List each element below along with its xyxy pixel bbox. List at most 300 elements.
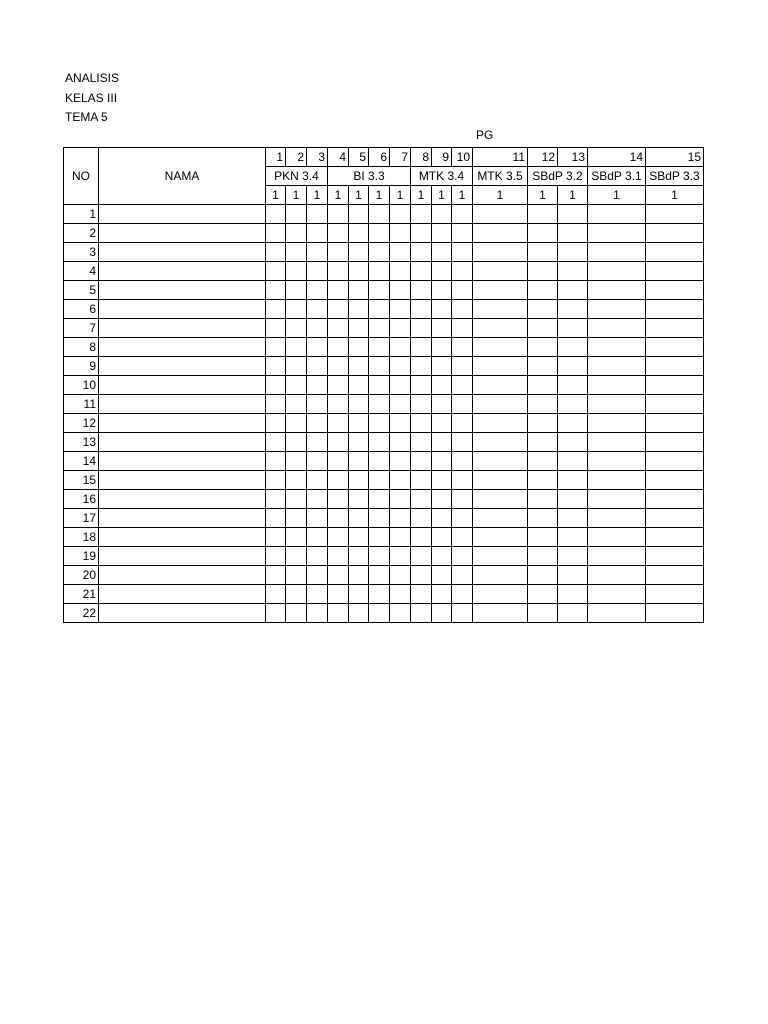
- answer-cell[interactable]: [349, 414, 369, 433]
- answer-cell[interactable]: [432, 376, 452, 395]
- answer-cell[interactable]: [528, 585, 558, 604]
- answer-cell[interactable]: [390, 224, 411, 243]
- answer-cell[interactable]: [646, 490, 704, 509]
- answer-cell[interactable]: [349, 433, 369, 452]
- answer-cell[interactable]: [528, 604, 558, 623]
- answer-cell[interactable]: [588, 300, 646, 319]
- answer-cell[interactable]: [432, 319, 452, 338]
- answer-cell[interactable]: [307, 604, 328, 623]
- answer-cell[interactable]: [307, 547, 328, 566]
- answer-cell[interactable]: [328, 262, 349, 281]
- answer-cell[interactable]: [349, 566, 369, 585]
- answer-cell[interactable]: [432, 357, 452, 376]
- answer-cell[interactable]: [473, 509, 528, 528]
- answer-cell[interactable]: [349, 338, 369, 357]
- answer-cell[interactable]: [369, 243, 390, 262]
- answer-cell[interactable]: [473, 566, 528, 585]
- student-name-cell[interactable]: [99, 224, 266, 243]
- answer-cell[interactable]: [411, 262, 432, 281]
- answer-cell[interactable]: [473, 357, 528, 376]
- answer-cell[interactable]: [266, 243, 286, 262]
- answer-cell[interactable]: [286, 319, 307, 338]
- answer-cell[interactable]: [588, 281, 646, 300]
- answer-cell[interactable]: [390, 547, 411, 566]
- answer-cell[interactable]: [369, 433, 390, 452]
- answer-cell[interactable]: [558, 319, 588, 338]
- answer-cell[interactable]: [390, 395, 411, 414]
- answer-cell[interactable]: [390, 319, 411, 338]
- answer-cell[interactable]: [307, 585, 328, 604]
- answer-cell[interactable]: [452, 338, 473, 357]
- answer-cell[interactable]: [473, 414, 528, 433]
- answer-cell[interactable]: [558, 509, 588, 528]
- answer-cell[interactable]: [369, 395, 390, 414]
- student-name-cell[interactable]: [99, 490, 266, 509]
- answer-cell[interactable]: [432, 566, 452, 585]
- answer-cell[interactable]: [646, 205, 704, 224]
- answer-cell[interactable]: [328, 224, 349, 243]
- answer-cell[interactable]: [473, 395, 528, 414]
- answer-cell[interactable]: [432, 433, 452, 452]
- answer-cell[interactable]: [473, 205, 528, 224]
- answer-cell[interactable]: [411, 414, 432, 433]
- answer-cell[interactable]: [369, 547, 390, 566]
- student-name-cell[interactable]: [99, 433, 266, 452]
- answer-cell[interactable]: [432, 509, 452, 528]
- answer-cell[interactable]: [473, 262, 528, 281]
- answer-cell[interactable]: [307, 395, 328, 414]
- answer-cell[interactable]: [369, 414, 390, 433]
- answer-cell[interactable]: [328, 566, 349, 585]
- answer-cell[interactable]: [390, 281, 411, 300]
- student-name-cell[interactable]: [99, 243, 266, 262]
- answer-cell[interactable]: [266, 490, 286, 509]
- answer-cell[interactable]: [266, 262, 286, 281]
- answer-cell[interactable]: [328, 433, 349, 452]
- answer-cell[interactable]: [588, 205, 646, 224]
- answer-cell[interactable]: [452, 547, 473, 566]
- answer-cell[interactable]: [558, 490, 588, 509]
- answer-cell[interactable]: [266, 414, 286, 433]
- answer-cell[interactable]: [328, 243, 349, 262]
- answer-cell[interactable]: [646, 262, 704, 281]
- answer-cell[interactable]: [432, 414, 452, 433]
- answer-cell[interactable]: [646, 604, 704, 623]
- answer-cell[interactable]: [286, 528, 307, 547]
- answer-cell[interactable]: [452, 224, 473, 243]
- answer-cell[interactable]: [473, 433, 528, 452]
- answer-cell[interactable]: [528, 338, 558, 357]
- answer-cell[interactable]: [369, 357, 390, 376]
- answer-cell[interactable]: [558, 205, 588, 224]
- answer-cell[interactable]: [432, 205, 452, 224]
- answer-cell[interactable]: [558, 433, 588, 452]
- answer-cell[interactable]: [390, 490, 411, 509]
- answer-cell[interactable]: [452, 528, 473, 547]
- answer-cell[interactable]: [452, 509, 473, 528]
- answer-cell[interactable]: [307, 338, 328, 357]
- answer-cell[interactable]: [266, 509, 286, 528]
- answer-cell[interactable]: [646, 471, 704, 490]
- answer-cell[interactable]: [588, 357, 646, 376]
- answer-cell[interactable]: [266, 205, 286, 224]
- answer-cell[interactable]: [528, 224, 558, 243]
- answer-cell[interactable]: [286, 300, 307, 319]
- answer-cell[interactable]: [432, 262, 452, 281]
- answer-cell[interactable]: [411, 300, 432, 319]
- answer-cell[interactable]: [266, 528, 286, 547]
- answer-cell[interactable]: [473, 224, 528, 243]
- answer-cell[interactable]: [369, 509, 390, 528]
- answer-cell[interactable]: [646, 300, 704, 319]
- answer-cell[interactable]: [528, 490, 558, 509]
- answer-cell[interactable]: [588, 262, 646, 281]
- answer-cell[interactable]: [286, 357, 307, 376]
- answer-cell[interactable]: [307, 262, 328, 281]
- answer-cell[interactable]: [328, 509, 349, 528]
- answer-cell[interactable]: [558, 528, 588, 547]
- answer-cell[interactable]: [528, 566, 558, 585]
- answer-cell[interactable]: [528, 376, 558, 395]
- answer-cell[interactable]: [349, 376, 369, 395]
- answer-cell[interactable]: [349, 205, 369, 224]
- answer-cell[interactable]: [266, 566, 286, 585]
- answer-cell[interactable]: [328, 547, 349, 566]
- answer-cell[interactable]: [411, 395, 432, 414]
- answer-cell[interactable]: [349, 224, 369, 243]
- answer-cell[interactable]: [528, 319, 558, 338]
- student-name-cell[interactable]: [99, 452, 266, 471]
- answer-cell[interactable]: [349, 604, 369, 623]
- answer-cell[interactable]: [266, 338, 286, 357]
- answer-cell[interactable]: [328, 395, 349, 414]
- answer-cell[interactable]: [452, 433, 473, 452]
- answer-cell[interactable]: [411, 585, 432, 604]
- answer-cell[interactable]: [411, 452, 432, 471]
- answer-cell[interactable]: [349, 585, 369, 604]
- answer-cell[interactable]: [411, 319, 432, 338]
- answer-cell[interactable]: [588, 376, 646, 395]
- answer-cell[interactable]: [558, 300, 588, 319]
- answer-cell[interactable]: [369, 528, 390, 547]
- answer-cell[interactable]: [558, 224, 588, 243]
- answer-cell[interactable]: [646, 357, 704, 376]
- answer-cell[interactable]: [369, 338, 390, 357]
- student-name-cell[interactable]: [99, 395, 266, 414]
- answer-cell[interactable]: [328, 376, 349, 395]
- answer-cell[interactable]: [411, 528, 432, 547]
- answer-cell[interactable]: [473, 243, 528, 262]
- student-name-cell[interactable]: [99, 376, 266, 395]
- answer-cell[interactable]: [349, 490, 369, 509]
- student-name-cell[interactable]: [99, 471, 266, 490]
- student-name-cell[interactable]: [99, 414, 266, 433]
- answer-cell[interactable]: [390, 452, 411, 471]
- answer-cell[interactable]: [411, 433, 432, 452]
- answer-cell[interactable]: [558, 604, 588, 623]
- answer-cell[interactable]: [588, 338, 646, 357]
- answer-cell[interactable]: [286, 395, 307, 414]
- answer-cell[interactable]: [588, 395, 646, 414]
- answer-cell[interactable]: [588, 490, 646, 509]
- answer-cell[interactable]: [528, 452, 558, 471]
- answer-cell[interactable]: [266, 300, 286, 319]
- answer-cell[interactable]: [558, 585, 588, 604]
- answer-cell[interactable]: [452, 490, 473, 509]
- answer-cell[interactable]: [266, 376, 286, 395]
- answer-cell[interactable]: [452, 452, 473, 471]
- answer-cell[interactable]: [390, 205, 411, 224]
- answer-cell[interactable]: [528, 528, 558, 547]
- answer-cell[interactable]: [452, 262, 473, 281]
- student-name-cell[interactable]: [99, 319, 266, 338]
- answer-cell[interactable]: [452, 300, 473, 319]
- answer-cell[interactable]: [328, 319, 349, 338]
- student-name-cell[interactable]: [99, 547, 266, 566]
- answer-cell[interactable]: [328, 414, 349, 433]
- answer-cell[interactable]: [411, 547, 432, 566]
- answer-cell[interactable]: [390, 262, 411, 281]
- answer-cell[interactable]: [452, 243, 473, 262]
- answer-cell[interactable]: [588, 566, 646, 585]
- answer-cell[interactable]: [286, 243, 307, 262]
- answer-cell[interactable]: [307, 376, 328, 395]
- answer-cell[interactable]: [411, 224, 432, 243]
- student-name-cell[interactable]: [99, 528, 266, 547]
- answer-cell[interactable]: [307, 205, 328, 224]
- answer-cell[interactable]: [349, 262, 369, 281]
- answer-cell[interactable]: [558, 281, 588, 300]
- answer-cell[interactable]: [349, 357, 369, 376]
- answer-cell[interactable]: [432, 604, 452, 623]
- answer-cell[interactable]: [286, 224, 307, 243]
- answer-cell[interactable]: [452, 376, 473, 395]
- answer-cell[interactable]: [307, 433, 328, 452]
- answer-cell[interactable]: [328, 528, 349, 547]
- answer-cell[interactable]: [432, 281, 452, 300]
- answer-cell[interactable]: [369, 205, 390, 224]
- answer-cell[interactable]: [528, 547, 558, 566]
- answer-cell[interactable]: [558, 376, 588, 395]
- answer-cell[interactable]: [369, 585, 390, 604]
- student-name-cell[interactable]: [99, 205, 266, 224]
- answer-cell[interactable]: [349, 452, 369, 471]
- answer-cell[interactable]: [558, 338, 588, 357]
- answer-cell[interactable]: [266, 395, 286, 414]
- answer-cell[interactable]: [588, 319, 646, 338]
- answer-cell[interactable]: [411, 490, 432, 509]
- answer-cell[interactable]: [432, 471, 452, 490]
- answer-cell[interactable]: [307, 319, 328, 338]
- answer-cell[interactable]: [558, 414, 588, 433]
- answer-cell[interactable]: [390, 566, 411, 585]
- answer-cell[interactable]: [390, 528, 411, 547]
- answer-cell[interactable]: [558, 566, 588, 585]
- answer-cell[interactable]: [528, 357, 558, 376]
- answer-cell[interactable]: [369, 376, 390, 395]
- answer-cell[interactable]: [411, 471, 432, 490]
- answer-cell[interactable]: [528, 205, 558, 224]
- answer-cell[interactable]: [411, 357, 432, 376]
- answer-cell[interactable]: [588, 224, 646, 243]
- answer-cell[interactable]: [558, 243, 588, 262]
- answer-cell[interactable]: [411, 243, 432, 262]
- answer-cell[interactable]: [588, 414, 646, 433]
- answer-cell[interactable]: [328, 300, 349, 319]
- answer-cell[interactable]: [266, 585, 286, 604]
- answer-cell[interactable]: [646, 395, 704, 414]
- answer-cell[interactable]: [528, 300, 558, 319]
- answer-cell[interactable]: [349, 528, 369, 547]
- answer-cell[interactable]: [473, 528, 528, 547]
- answer-cell[interactable]: [452, 395, 473, 414]
- answer-cell[interactable]: [390, 585, 411, 604]
- answer-cell[interactable]: [286, 414, 307, 433]
- answer-cell[interactable]: [307, 281, 328, 300]
- answer-cell[interactable]: [588, 471, 646, 490]
- answer-cell[interactable]: [369, 300, 390, 319]
- answer-cell[interactable]: [646, 509, 704, 528]
- answer-cell[interactable]: [328, 357, 349, 376]
- answer-cell[interactable]: [432, 243, 452, 262]
- student-name-cell[interactable]: [99, 262, 266, 281]
- answer-cell[interactable]: [390, 300, 411, 319]
- answer-cell[interactable]: [307, 452, 328, 471]
- answer-cell[interactable]: [369, 452, 390, 471]
- answer-cell[interactable]: [452, 604, 473, 623]
- answer-cell[interactable]: [307, 357, 328, 376]
- student-name-cell[interactable]: [99, 509, 266, 528]
- answer-cell[interactable]: [473, 604, 528, 623]
- answer-cell[interactable]: [266, 224, 286, 243]
- answer-cell[interactable]: [286, 509, 307, 528]
- answer-cell[interactable]: [369, 490, 390, 509]
- answer-cell[interactable]: [390, 243, 411, 262]
- answer-cell[interactable]: [646, 243, 704, 262]
- answer-cell[interactable]: [411, 604, 432, 623]
- answer-cell[interactable]: [432, 547, 452, 566]
- answer-cell[interactable]: [369, 604, 390, 623]
- answer-cell[interactable]: [369, 471, 390, 490]
- answer-cell[interactable]: [646, 224, 704, 243]
- answer-cell[interactable]: [307, 471, 328, 490]
- answer-cell[interactable]: [588, 547, 646, 566]
- answer-cell[interactable]: [286, 338, 307, 357]
- answer-cell[interactable]: [286, 452, 307, 471]
- student-name-cell[interactable]: [99, 604, 266, 623]
- answer-cell[interactable]: [307, 490, 328, 509]
- answer-cell[interactable]: [452, 281, 473, 300]
- answer-cell[interactable]: [286, 547, 307, 566]
- answer-cell[interactable]: [307, 509, 328, 528]
- answer-cell[interactable]: [286, 604, 307, 623]
- answer-cell[interactable]: [307, 414, 328, 433]
- answer-cell[interactable]: [286, 376, 307, 395]
- answer-cell[interactable]: [646, 566, 704, 585]
- answer-cell[interactable]: [390, 357, 411, 376]
- answer-cell[interactable]: [307, 243, 328, 262]
- answer-cell[interactable]: [390, 509, 411, 528]
- student-name-cell[interactable]: [99, 281, 266, 300]
- answer-cell[interactable]: [369, 281, 390, 300]
- answer-cell[interactable]: [473, 452, 528, 471]
- answer-cell[interactable]: [390, 376, 411, 395]
- answer-cell[interactable]: [432, 224, 452, 243]
- answer-cell[interactable]: [528, 433, 558, 452]
- answer-cell[interactable]: [307, 566, 328, 585]
- answer-cell[interactable]: [528, 395, 558, 414]
- answer-cell[interactable]: [349, 509, 369, 528]
- answer-cell[interactable]: [646, 338, 704, 357]
- answer-cell[interactable]: [286, 262, 307, 281]
- answer-cell[interactable]: [266, 604, 286, 623]
- answer-cell[interactable]: [328, 281, 349, 300]
- answer-cell[interactable]: [411, 205, 432, 224]
- answer-cell[interactable]: [588, 604, 646, 623]
- answer-cell[interactable]: [349, 243, 369, 262]
- answer-cell[interactable]: [286, 471, 307, 490]
- answer-cell[interactable]: [349, 471, 369, 490]
- answer-cell[interactable]: [328, 205, 349, 224]
- answer-cell[interactable]: [558, 262, 588, 281]
- answer-cell[interactable]: [588, 243, 646, 262]
- answer-cell[interactable]: [369, 224, 390, 243]
- answer-cell[interactable]: [588, 452, 646, 471]
- answer-cell[interactable]: [286, 566, 307, 585]
- answer-cell[interactable]: [588, 509, 646, 528]
- answer-cell[interactable]: [528, 509, 558, 528]
- answer-cell[interactable]: [646, 433, 704, 452]
- answer-cell[interactable]: [411, 509, 432, 528]
- answer-cell[interactable]: [328, 471, 349, 490]
- answer-cell[interactable]: [390, 471, 411, 490]
- answer-cell[interactable]: [390, 433, 411, 452]
- answer-cell[interactable]: [528, 243, 558, 262]
- answer-cell[interactable]: [558, 471, 588, 490]
- answer-cell[interactable]: [646, 319, 704, 338]
- answer-cell[interactable]: [452, 414, 473, 433]
- answer-cell[interactable]: [452, 319, 473, 338]
- answer-cell[interactable]: [432, 528, 452, 547]
- answer-cell[interactable]: [452, 205, 473, 224]
- answer-cell[interactable]: [328, 338, 349, 357]
- answer-cell[interactable]: [558, 547, 588, 566]
- answer-cell[interactable]: [528, 262, 558, 281]
- answer-cell[interactable]: [528, 281, 558, 300]
- student-name-cell[interactable]: [99, 357, 266, 376]
- answer-cell[interactable]: [432, 452, 452, 471]
- answer-cell[interactable]: [646, 452, 704, 471]
- answer-cell[interactable]: [646, 281, 704, 300]
- answer-cell[interactable]: [286, 433, 307, 452]
- answer-cell[interactable]: [432, 338, 452, 357]
- answer-cell[interactable]: [349, 395, 369, 414]
- student-name-cell[interactable]: [99, 566, 266, 585]
- answer-cell[interactable]: [432, 490, 452, 509]
- answer-cell[interactable]: [528, 414, 558, 433]
- student-name-cell[interactable]: [99, 338, 266, 357]
- answer-cell[interactable]: [266, 319, 286, 338]
- answer-cell[interactable]: [328, 490, 349, 509]
- answer-cell[interactable]: [473, 471, 528, 490]
- answer-cell[interactable]: [266, 433, 286, 452]
- answer-cell[interactable]: [266, 281, 286, 300]
- answer-cell[interactable]: [452, 566, 473, 585]
- answer-cell[interactable]: [432, 395, 452, 414]
- answer-cell[interactable]: [588, 433, 646, 452]
- answer-cell[interactable]: [588, 528, 646, 547]
- answer-cell[interactable]: [390, 604, 411, 623]
